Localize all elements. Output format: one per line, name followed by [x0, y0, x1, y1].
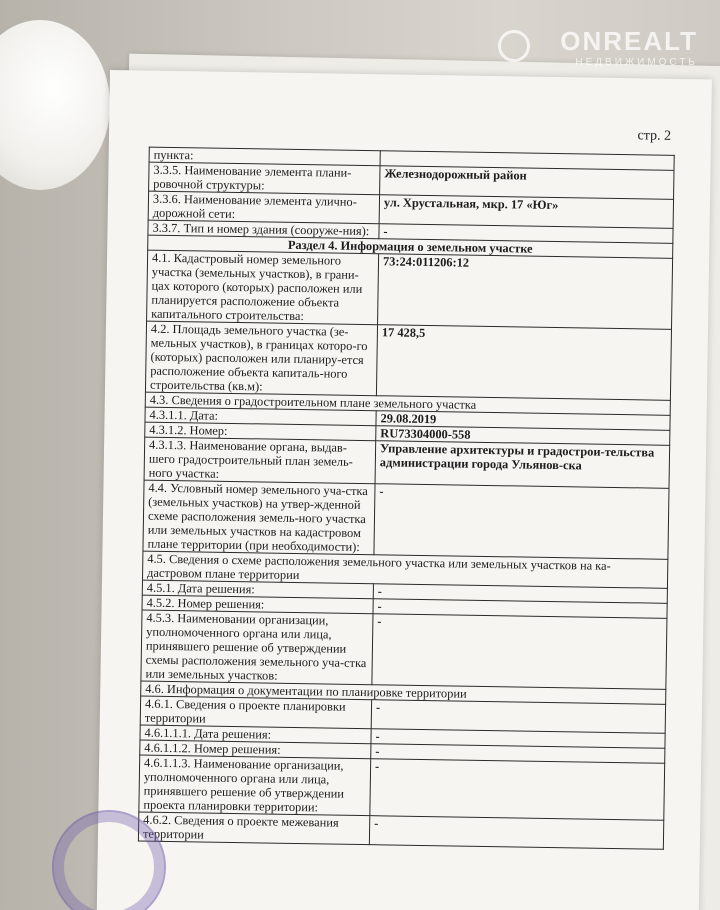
- table-row: [139, 755, 665, 820]
- watermark: [560, 26, 698, 68]
- row-label: 4.6.2. Сведения о проекте межевания территории: [138, 812, 369, 845]
- row-heading: 4.6. Информация о документации по планировке территории: [141, 681, 666, 704]
- row-label: 4.1. Кадастровый номер земельного участка (земельных участков), в грани-цах которого (которых) расположен или планируется расположение объекта капитального строительства:: [147, 250, 379, 325]
- row-label: пункта:: [149, 147, 380, 166]
- row-label: 4.6.1.1.2. Номер решения:: [140, 740, 371, 759]
- row-value: -: [370, 759, 665, 821]
- table-row: [143, 480, 669, 559]
- row-label: 4.6.1. Сведения о проекте планировки территории: [140, 696, 371, 729]
- row-value: -: [369, 816, 663, 850]
- row-label: 4.4. Условный номер земельного уча-стка (земельных участков) на утвер-жденной схеме расположения земель-ного участка или земельных участков на кадастровом плане территории (при необходимости):: [143, 480, 375, 555]
- watermark-logo-icon: [498, 30, 530, 62]
- row-label: 4.2. Площадь земельного участка (зе-мельных участков), в границах которо-го (которых) расположен или планиру-ется расположение объекта капиталь-ного строительства (кв.м):: [145, 321, 377, 396]
- paper-curl: [0, 20, 110, 190]
- row-label: 4.3.1.3. Наименование органа, выдав-шего градостроительный план земель-ного участка:: [144, 437, 376, 484]
- row-value: 17 428,5: [376, 325, 671, 401]
- row-label: 3.3.7. Тип и номер здания (сооруже-ния):: [148, 220, 379, 239]
- document-page: [96, 70, 711, 910]
- table-row: [145, 321, 671, 400]
- row-label: 4.5.2. Номер решения:: [142, 595, 373, 614]
- watermark-sub: НЕДВИЖИМОСТЬ: [575, 57, 698, 68]
- row-label: 4.3.1.1. Дата:: [145, 407, 376, 426]
- row-value: -: [371, 700, 665, 734]
- section-heading: Раздел 4. Информация о земельном участке: [148, 235, 673, 258]
- row-label: 3.3.6. Наименование элемента улично-дорожной сети:: [148, 191, 379, 224]
- row-heading: 4.5. Сведения о схеме расположения земельного участка или земельных участков на ка-дастровом плане территории: [142, 551, 667, 588]
- row-value: Железнодорожный район: [380, 166, 674, 200]
- row-heading: 4.3. Сведения о градостроительном плане земельного участка: [145, 392, 670, 415]
- row-value: -: [371, 744, 665, 764]
- row-value: 73:24:011206:12: [378, 254, 673, 330]
- row-label: 4.5.3. Наименовании организации, уполномоченного органа или лица, принявшего решение об утверждении схемы расположения земельного уча-стка или земельных участков:: [141, 610, 373, 685]
- row-value: -: [373, 599, 667, 619]
- table-row: [147, 250, 673, 329]
- row-label: 4.6.1.1.1. Дата решения:: [140, 725, 371, 744]
- watermark-name: ONREALT: [560, 26, 698, 56]
- row-value: -: [372, 614, 667, 690]
- row-value: RU73304000-558: [376, 426, 670, 446]
- page-number: стр. 2: [637, 128, 672, 144]
- row-value: -: [371, 729, 665, 749]
- row-label: 4.6.1.1.3. Наименование организации, уполномоченного органа или лица, принявшего решение об утверждении проекта планировки территории:: [139, 755, 371, 816]
- info-table: [138, 147, 675, 850]
- row-value: 29.08.2019: [376, 411, 670, 431]
- row-value: Управление архитектуры и градострои-тельства администрации города Ульянов-ска: [375, 441, 670, 489]
- row-value: ул. Хрустальная, мкр. 17 «Юг»: [379, 195, 673, 229]
- row-label: 3.3.5. Наименование элемента плани-ровочной структуры:: [149, 162, 380, 195]
- row-value: -: [374, 484, 669, 560]
- row-label: 4.3.1.2. Номер:: [145, 422, 376, 441]
- table-row: [141, 610, 667, 689]
- row-value: -: [373, 584, 667, 604]
- row-value: -: [379, 224, 673, 244]
- row-label: 4.5.1. Дата решения:: [142, 580, 373, 599]
